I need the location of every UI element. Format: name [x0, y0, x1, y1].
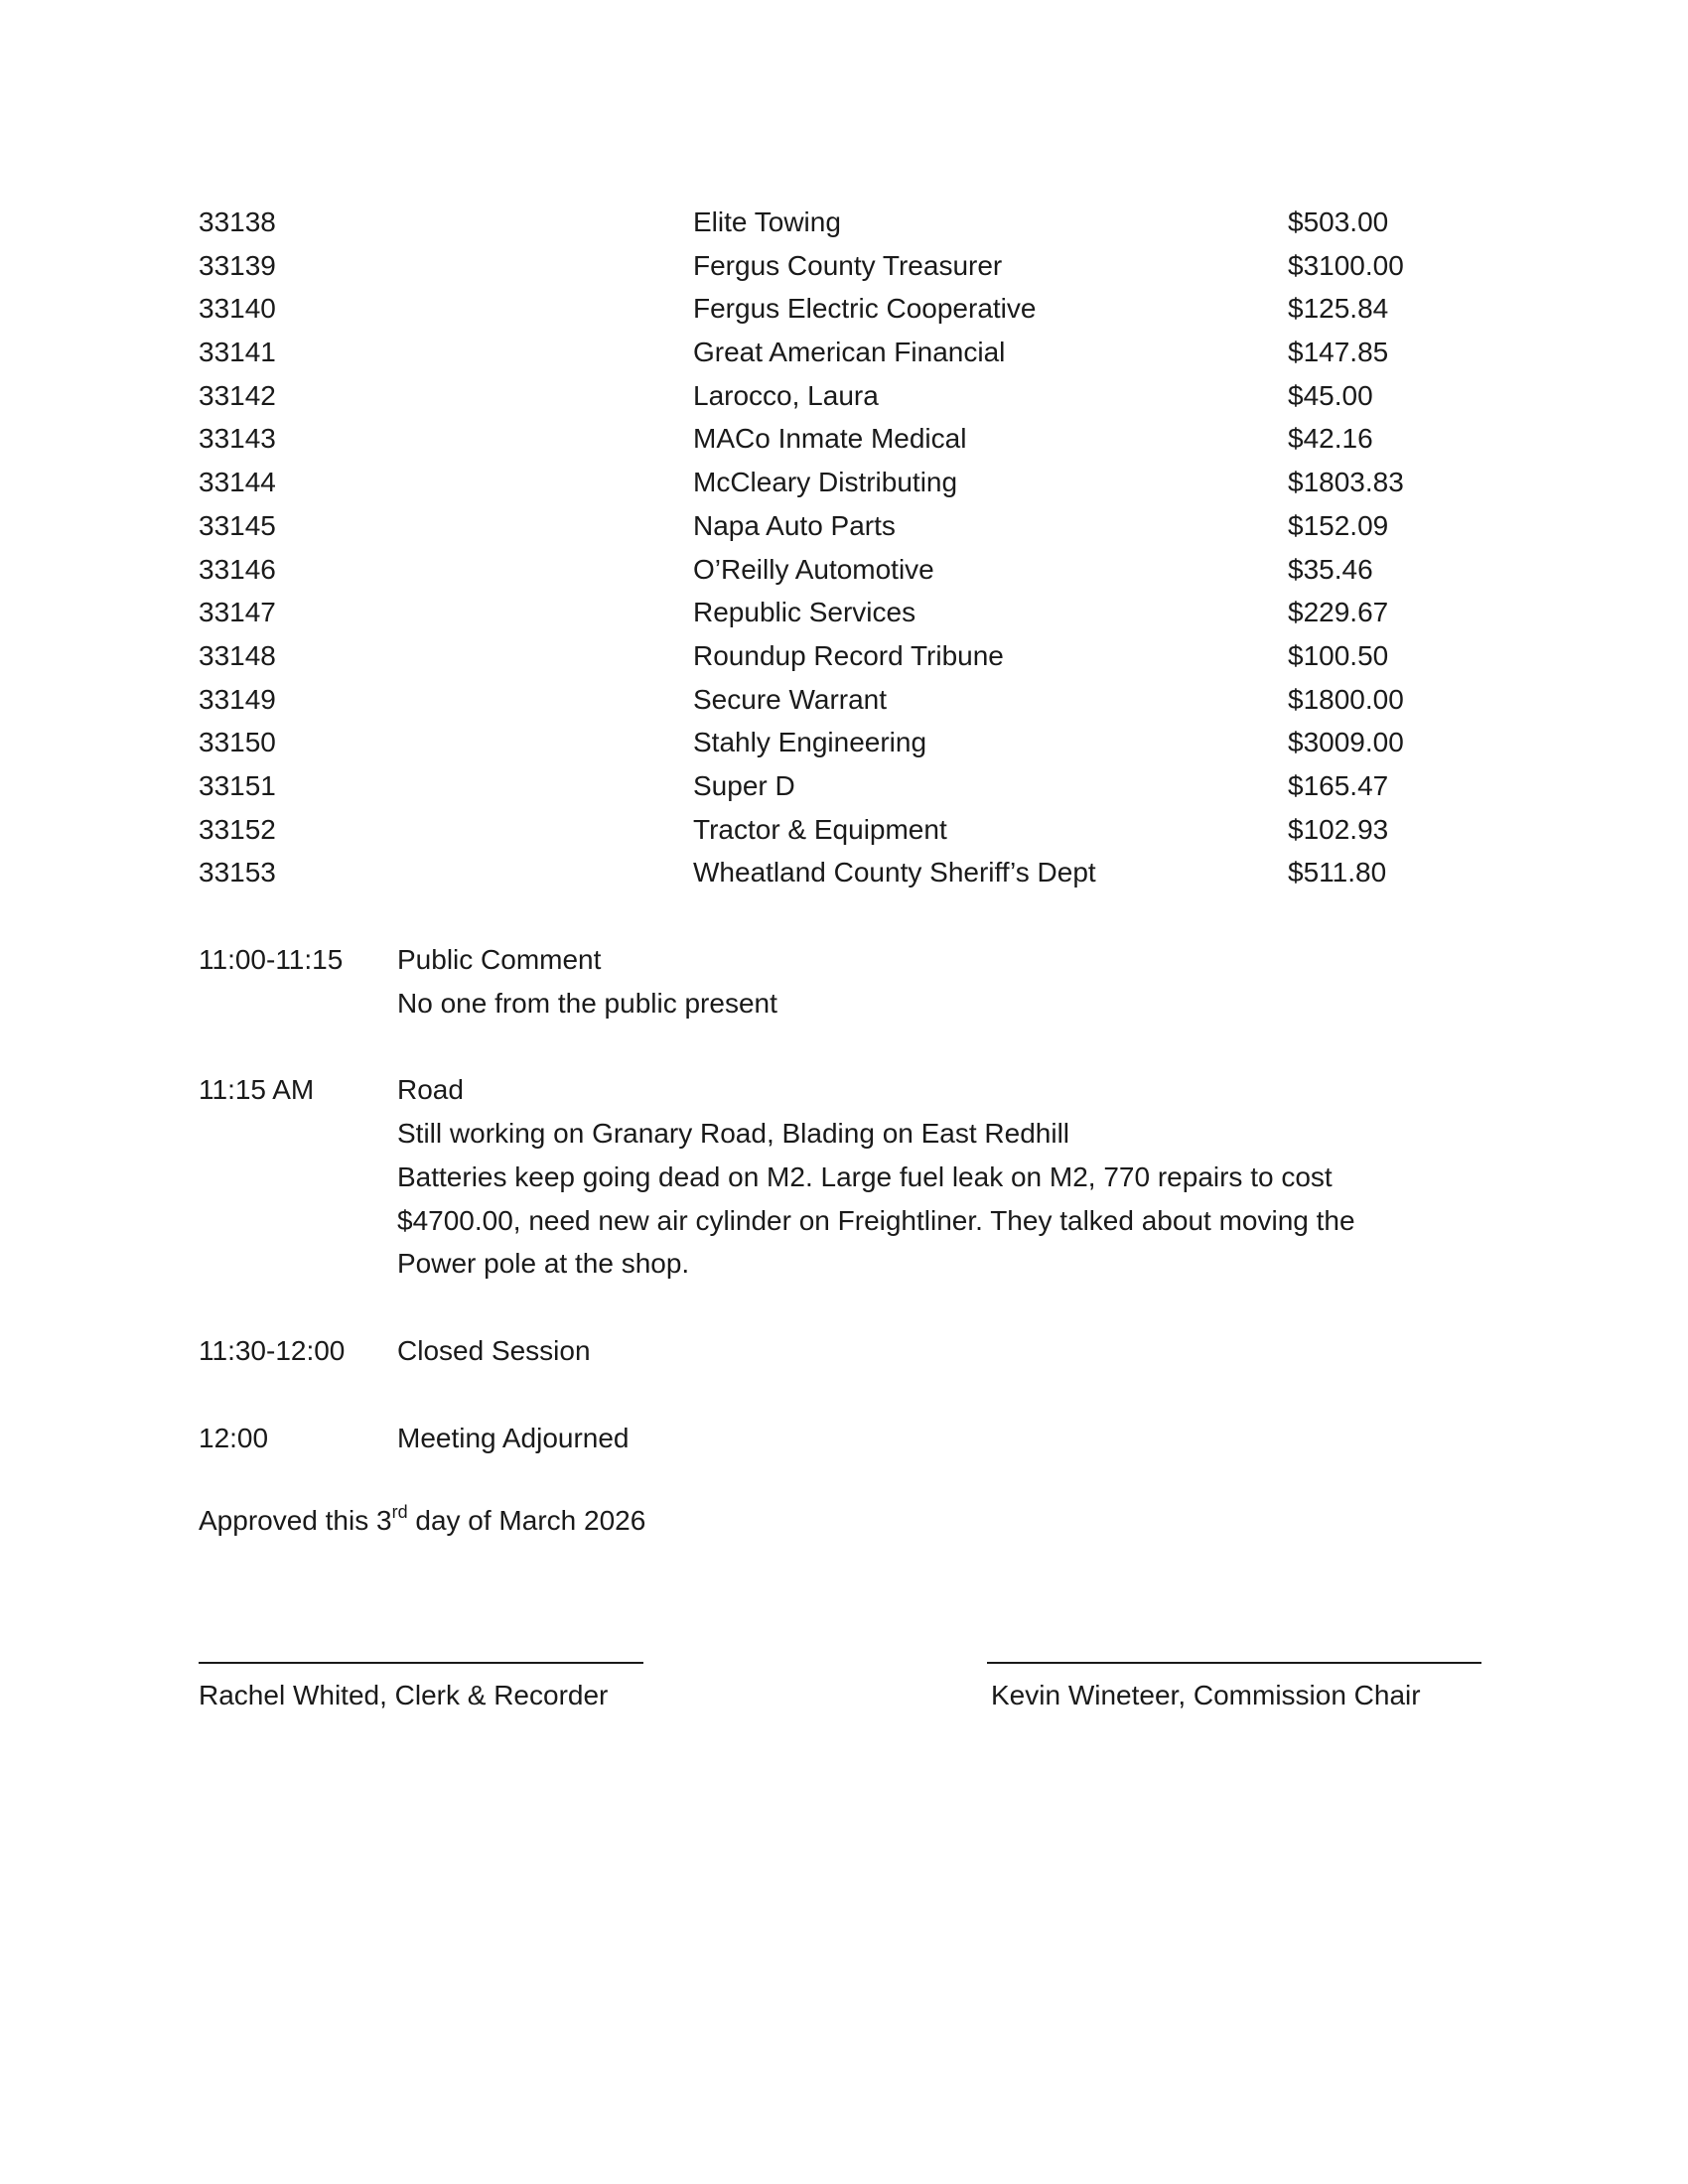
claim-amount: $35.46: [1288, 553, 1373, 585]
claim-vendor: McCleary Distributing: [693, 467, 958, 498]
agenda-time: 11:15 AM: [199, 1074, 315, 1106]
claim-amount: $3009.00: [1288, 727, 1404, 758]
claim-number: 33147: [199, 597, 276, 628]
claim-row: [199, 764, 1489, 808]
signature-name-chair: Kevin Wineteer, Commission Chair: [991, 1680, 1421, 1710]
agenda-item: [199, 1068, 1489, 1286]
approval-suffix: day of March 2026: [407, 1505, 646, 1536]
signature-block-chair: [987, 1662, 1481, 1715]
agenda-item: [199, 1329, 1489, 1373]
claim-amount: $152.09: [1288, 509, 1389, 541]
claim-vendor: Wheatland County Sheriff’s Dept: [693, 857, 1096, 888]
signature-name-clerk: Rachel Whited, Clerk & Recorder: [199, 1680, 609, 1710]
claim-number: 33140: [199, 293, 276, 325]
agenda-note: Batteries keep going dead on M2. Large fuel leak on M2, 770 repairs to cost: [397, 1160, 1333, 1192]
signature-block-clerk: [199, 1662, 643, 1715]
claim-number: 33139: [199, 249, 276, 281]
claim-vendor: Fergus Electric Cooperative: [693, 293, 1037, 325]
agenda-heading: Public Comment: [397, 944, 602, 975]
claim-row: [199, 591, 1489, 634]
agenda-body: [397, 938, 1470, 1024]
claim-row: [199, 634, 1489, 678]
claim-amount: $147.85: [1288, 337, 1389, 368]
agenda-item: [199, 938, 1489, 1024]
claim-row: [199, 244, 1489, 288]
claim-number: 33153: [199, 857, 276, 888]
claim-amount: $3100.00: [1288, 249, 1404, 281]
claim-vendor: Fergus County Treasurer: [693, 249, 1003, 281]
agenda-heading: Meeting Adjourned: [397, 1422, 630, 1453]
agenda-list: [199, 938, 1489, 1503]
agenda-note: No one from the public present: [397, 987, 777, 1019]
claim-vendor: MACo Inmate Medical: [693, 423, 967, 455]
claim-vendor: Republic Services: [693, 597, 916, 628]
claim-row: [199, 504, 1489, 548]
claim-amount: $511.80: [1288, 857, 1387, 888]
agenda-body: [397, 1329, 1470, 1373]
agenda-body: [397, 1068, 1470, 1286]
claim-number: 33151: [199, 769, 276, 801]
agenda-heading: Road: [397, 1074, 464, 1106]
approval-ordinal-suffix: rd: [391, 1502, 408, 1522]
claim-number: 33148: [199, 639, 276, 671]
claim-row: [199, 287, 1489, 331]
claim-amount: $165.47: [1288, 769, 1389, 801]
agenda-note: Power pole at the shop.: [397, 1248, 690, 1280]
claim-row: [199, 461, 1489, 504]
claim-row: [199, 331, 1489, 374]
claim-row: [199, 851, 1489, 894]
claim-row: [199, 678, 1489, 722]
claim-number: 33138: [199, 206, 276, 237]
signature-line: [987, 1662, 1481, 1664]
approval-statement: [199, 1499, 645, 1543]
agenda-body: [397, 1417, 1470, 1460]
agenda-heading: Closed Session: [397, 1334, 591, 1366]
claim-amount: $1800.00: [1288, 683, 1404, 715]
claim-vendor: Tractor & Equipment: [693, 813, 947, 845]
agenda-time: 11:30-12:00: [199, 1334, 346, 1366]
claim-number: 33152: [199, 813, 276, 845]
claims-list: [199, 201, 1489, 894]
claim-number: 33146: [199, 553, 276, 585]
claim-amount: $229.67: [1288, 597, 1389, 628]
signature-line: [199, 1662, 643, 1664]
claim-amount: $125.84: [1288, 293, 1389, 325]
claim-number: 33141: [199, 337, 276, 368]
agenda-time: 12:00: [199, 1422, 269, 1453]
claim-number: 33144: [199, 467, 276, 498]
claim-row: [199, 721, 1489, 764]
claim-number: 33150: [199, 727, 276, 758]
claim-vendor: Roundup Record Tribune: [693, 639, 1004, 671]
claim-number: 33143: [199, 423, 276, 455]
claim-amount: $102.93: [1288, 813, 1389, 845]
claim-vendor: Secure Warrant: [693, 683, 888, 715]
claim-row: [199, 417, 1489, 461]
claim-vendor: O’Reilly Automotive: [693, 553, 934, 585]
claim-amount: $100.50: [1288, 639, 1389, 671]
agenda-note: $4700.00, need new air cylinder on Freightliner. They talked about moving the: [397, 1204, 1355, 1236]
agenda-note: Still working on Granary Road, Blading on East Redhill: [397, 1118, 1070, 1150]
claim-vendor: Elite Towing: [693, 206, 841, 237]
claim-row: [199, 201, 1489, 244]
claim-amount: $1803.83: [1288, 467, 1404, 498]
claim-vendor: Great American Financial: [693, 337, 1006, 368]
claim-amount: $503.00: [1288, 206, 1389, 237]
claim-amount: $42.16: [1288, 423, 1373, 455]
claim-amount: $45.00: [1288, 379, 1373, 411]
agenda-time: 11:00-11:15: [199, 944, 344, 975]
claim-number: 33145: [199, 509, 276, 541]
claim-vendor: Super D: [693, 769, 795, 801]
approval-prefix: Approved this 3: [199, 1505, 392, 1536]
claim-vendor: Stahly Engineering: [693, 727, 927, 758]
claim-number: 33149: [199, 683, 276, 715]
claim-row: [199, 374, 1489, 418]
claim-vendor: Larocco, Laura: [693, 379, 879, 411]
claim-vendor: Napa Auto Parts: [693, 509, 896, 541]
claim-row: [199, 548, 1489, 592]
claim-number: 33142: [199, 379, 276, 411]
claim-row: [199, 808, 1489, 852]
agenda-item: [199, 1417, 1489, 1460]
